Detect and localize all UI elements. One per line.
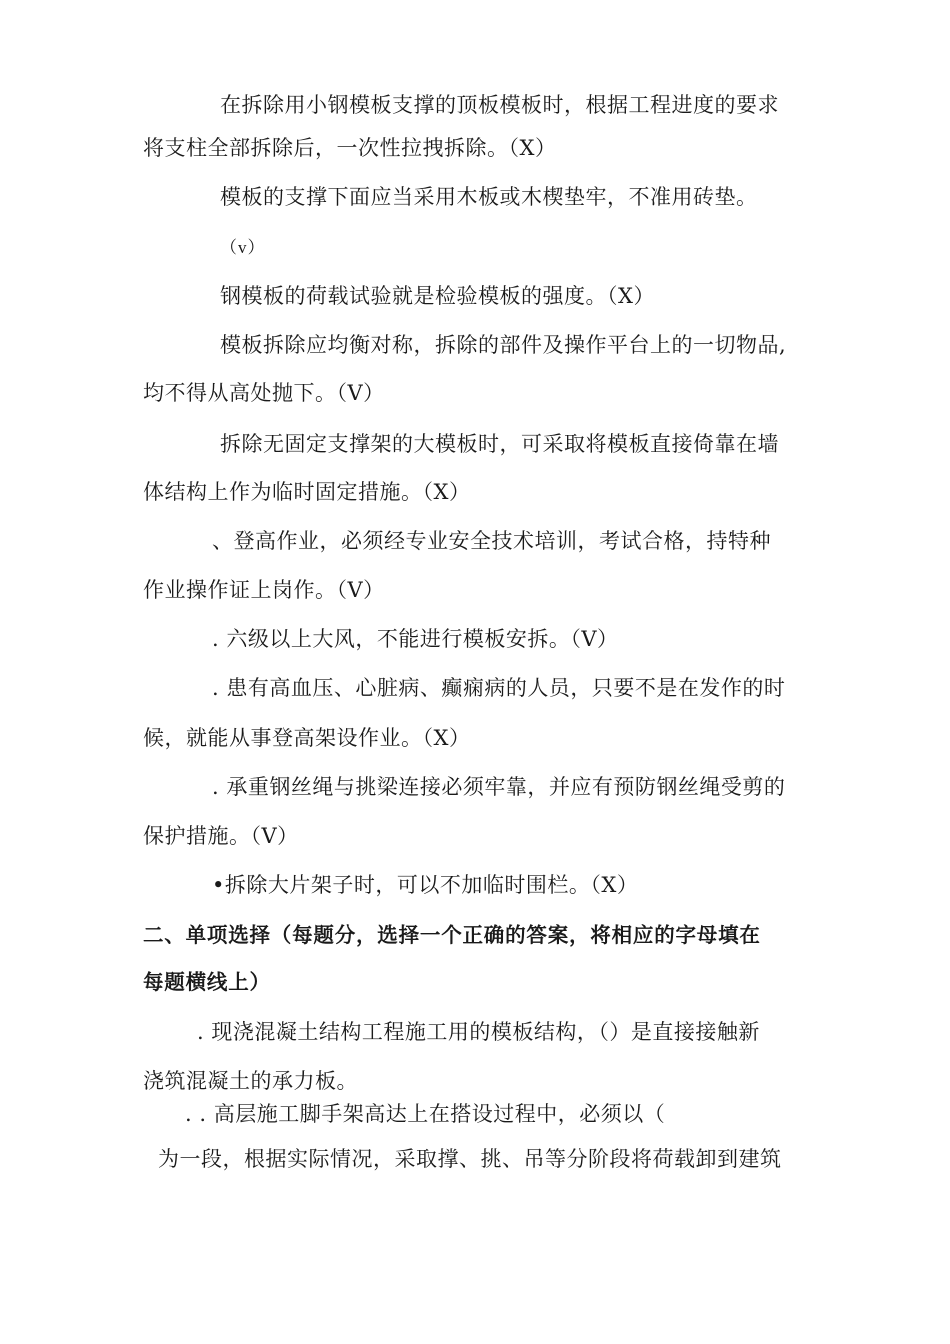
item-8-line-2: 候，就能从事登高架设作业。（X） bbox=[143, 726, 471, 750]
question-1-line-2: 浇筑混凝土的承力板。 bbox=[143, 1069, 358, 1093]
section-heading-line-2: 每题横线上） bbox=[143, 970, 271, 994]
item-1-line-2: 将支柱全部拆除后，一次性拉拽拆除。（X） bbox=[143, 136, 557, 160]
item-6-line-2: 作业操作证上岗作。（V） bbox=[143, 578, 385, 602]
item-10-line-1: •拆除大片架子时，可以不加临时围栏。（X） bbox=[212, 873, 639, 897]
item-6-line-1: 、登高作业，必须经专业安全技术培训，考试合格，持特种 bbox=[212, 529, 771, 553]
question-2-line-1: . . 高层施工脚手架高达上在搭设过程中，必须以（ bbox=[185, 1102, 666, 1126]
item-2-line-1: 模板的支撑下面应当采用木板或木楔垫牢，不准用砖垫。 bbox=[220, 185, 758, 209]
question-2-line-2: 为一段，根据实际情况，采取撑、挑、吊等分阶段将荷载卸到建筑 bbox=[158, 1147, 782, 1171]
item-3-line-1: 钢模板的荷载试验就是检验模板的强度。（X） bbox=[220, 284, 655, 308]
item-4-line-1: 模板拆除应均衡对称，拆除的部件及操作平台上的一切物品, bbox=[220, 333, 787, 357]
item-5-line-1: 拆除无固定支撑架的大模板时，可采取将模板直接倚靠在墙 bbox=[220, 432, 779, 456]
item-9-line-2: 保护措施。（V） bbox=[143, 824, 299, 848]
question-1-line-1: . 现浇混凝土结构工程施工用的模板结构，（）是直接接触新 bbox=[197, 1020, 760, 1044]
item-7-line-1: . 六级以上大风，不能进行模板安拆。（V） bbox=[212, 627, 619, 651]
section-heading-line-1: 二、单项选择（每题分，选择一个正确的答案，将相应的字母填在 bbox=[143, 923, 761, 947]
item-9-line-1: . 承重钢丝绳与挑梁连接必须牢靠，并应有预防钢丝绳受剪的 bbox=[212, 775, 786, 799]
item-8-line-1: . 患有高血压、心脏病、癫痫病的人员，只要不是在发作的时 bbox=[212, 676, 786, 700]
item-2-line-2: （v） bbox=[220, 238, 266, 257]
item-4-line-2: 均不得从高处抛下。（V） bbox=[143, 381, 385, 405]
item-5-line-2: 体结构上作为临时固定措施。（X） bbox=[143, 480, 471, 504]
item-1-line-1: 在拆除用小钢模板支撑的顶板模板时，根据工程进度的要求 bbox=[220, 93, 779, 117]
